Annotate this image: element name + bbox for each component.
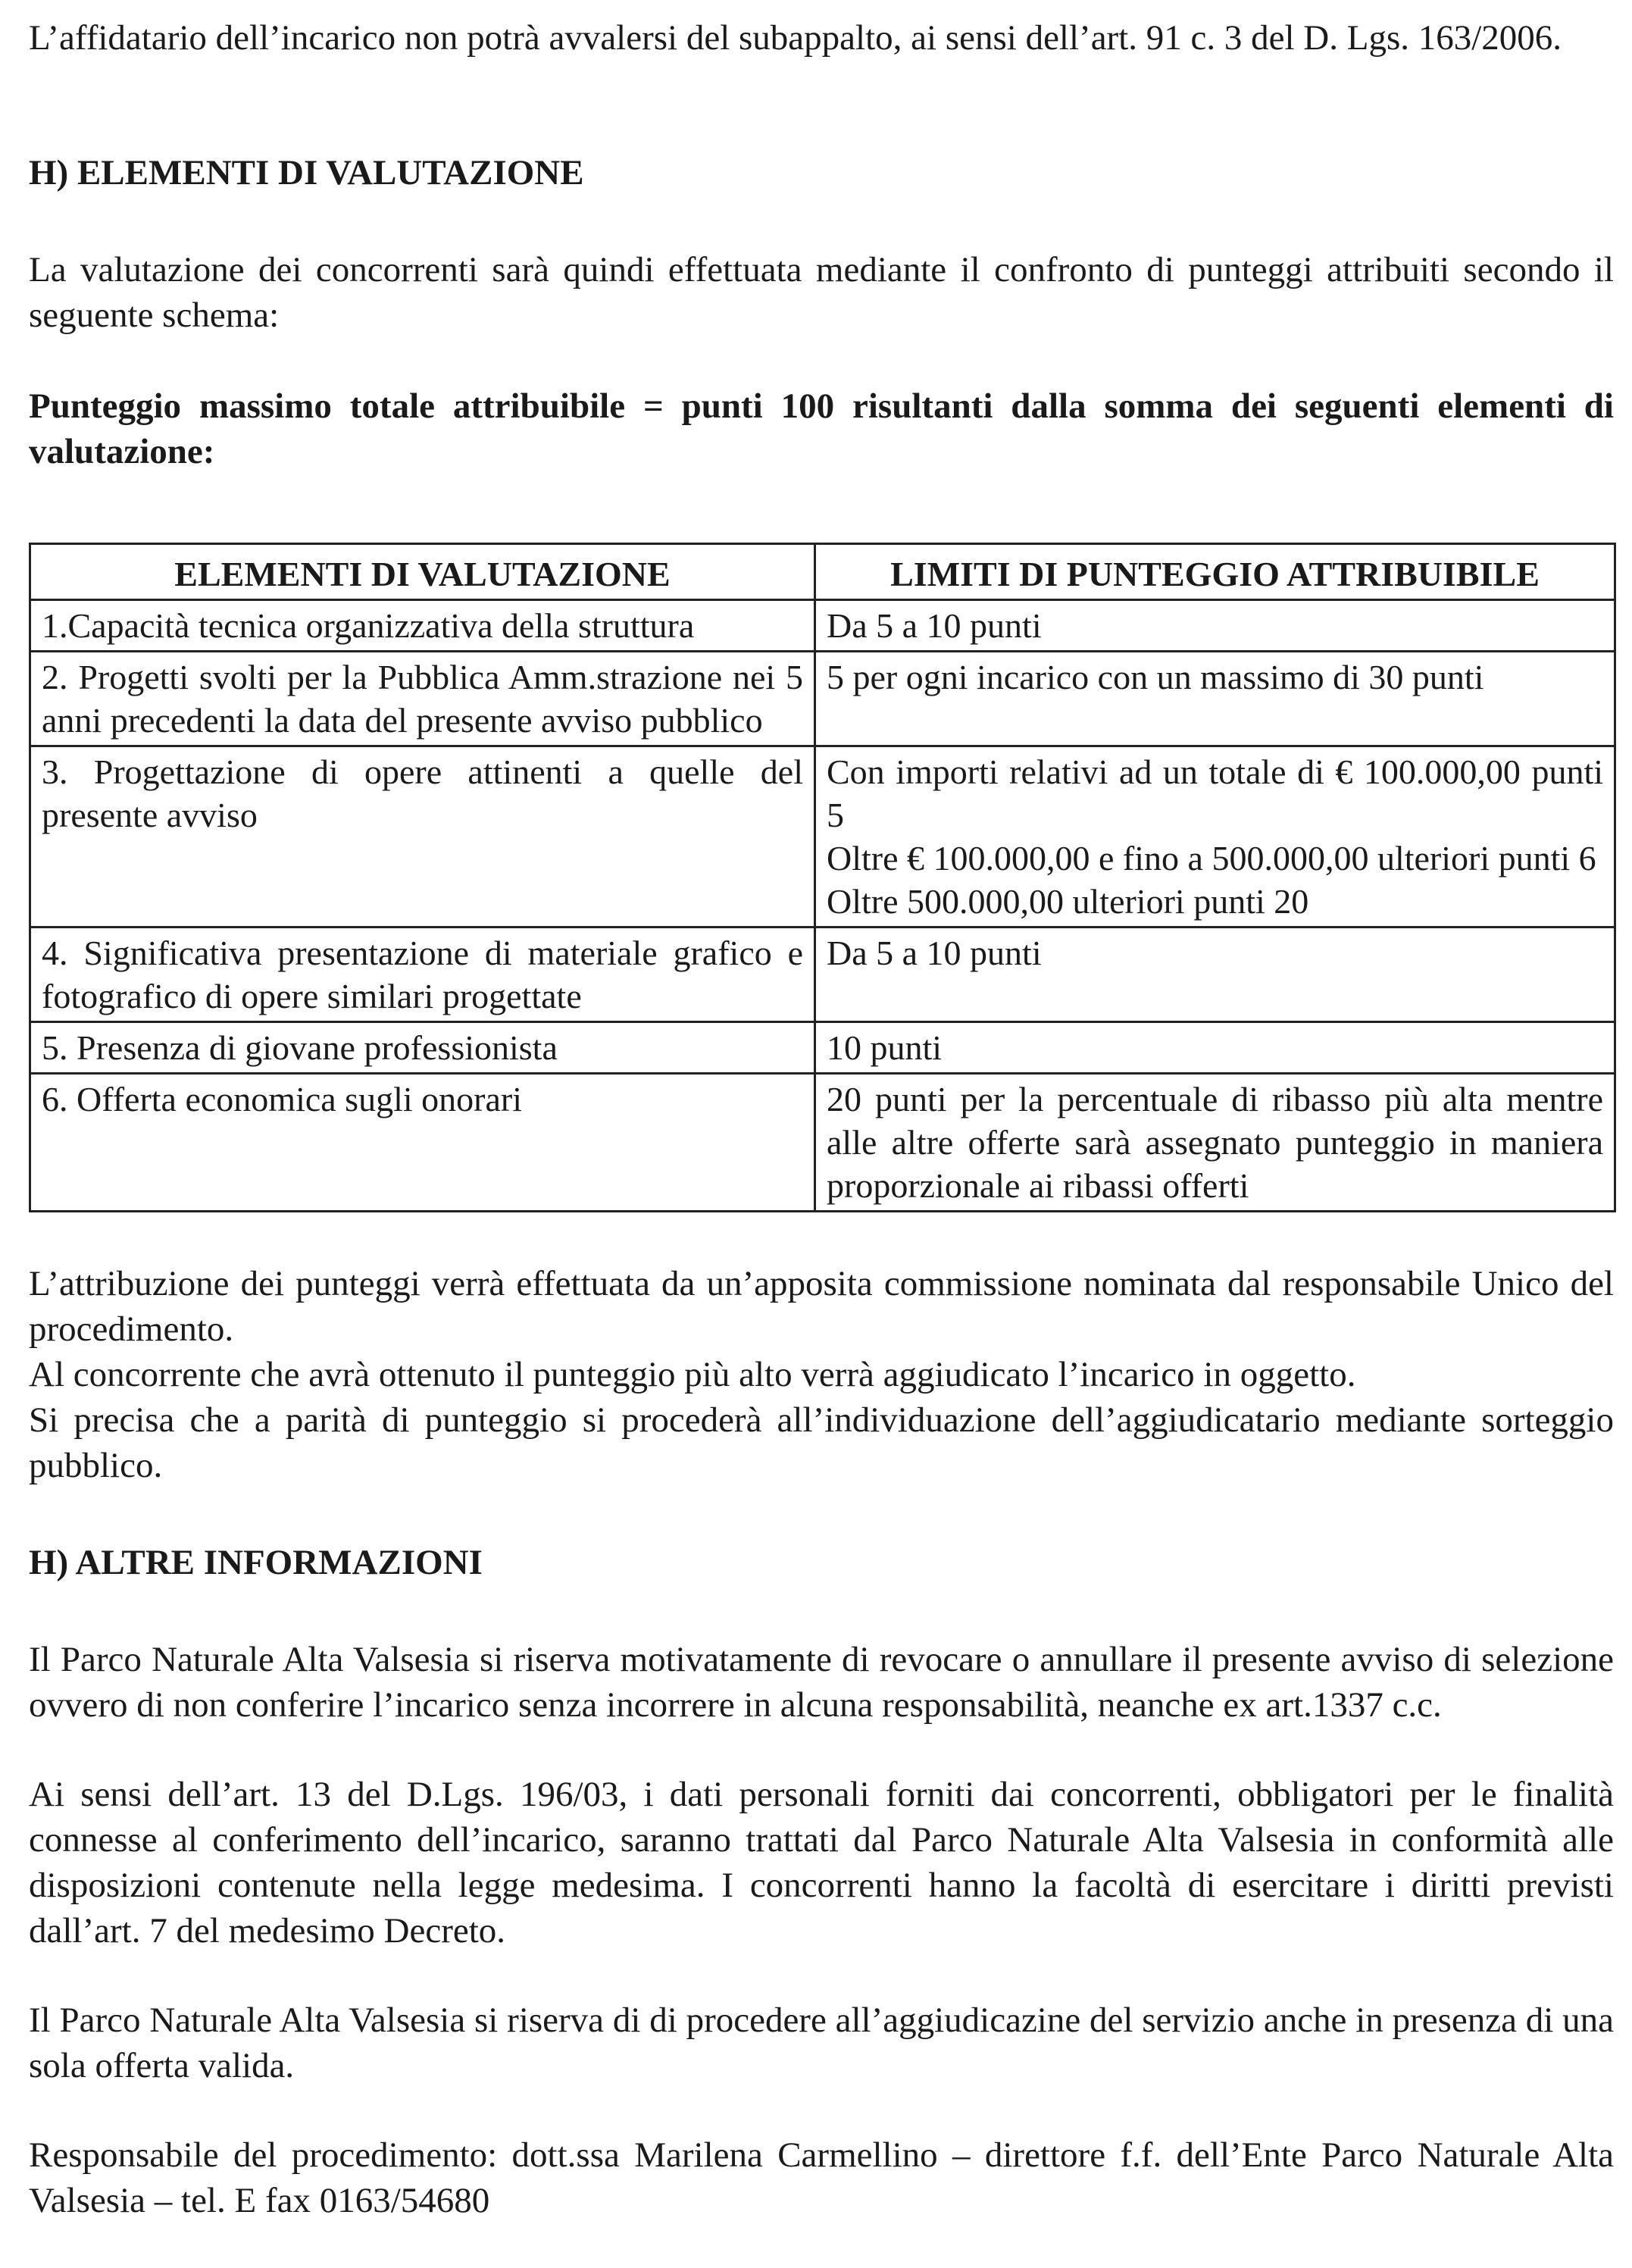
limit-line: Oltre € 100.000,00 e fino a 500.000,00 ulteriori punti 6: [827, 839, 1596, 877]
table-cell-element: 3. Progettazione di opere attinenti a quelle del presente avviso: [30, 746, 815, 928]
table-cell-limit: [815, 600, 1615, 652]
table-cell-limit: [815, 1074, 1615, 1212]
limit-line: 5 per ogni incarico con un massimo di 30 punti: [827, 658, 1484, 696]
limit-line: Oltre 500.000,00 ulteriori punti 20: [827, 882, 1309, 921]
table-row: [30, 746, 1615, 928]
limit-line: 20 punti per la percentuale di ribasso più alta mentre alle altre offerte sarà assegnato punteggio in maniera proporzionale ai ribassi offerti: [827, 1080, 1603, 1205]
table-header-limiti: LIMITI DI PUNTEGGIO ATTRIBUIBILE: [815, 544, 1615, 600]
table-cell-limit: [815, 746, 1615, 928]
table-row: [30, 652, 1615, 746]
table-cell-element: 5. Presenza di giovane professionista: [30, 1022, 815, 1074]
table-row: [30, 600, 1615, 652]
limit-line: Da 5 a 10 punti: [827, 606, 1042, 645]
table-cell-element: 2. Progetti svolti per la Pubblica Amm.strazione nei 5 anni precedenti la data del presente avviso pubblico: [30, 652, 815, 746]
revoca-paragraph: Il Parco Naturale Alta Valsesia si riserva motivatamente di revocare o annullare il presente avviso di selezione ovvero di non conferire l’incarico senza incorrere in alcuna responsabilità, neanche ex art.1337 c.c.: [29, 1640, 1614, 1725]
section-heading-elementi: H) ELEMENTI DI VALUTAZIONE: [29, 153, 584, 192]
section-altre-informazioni: [29, 1540, 1614, 2223]
section-heading-altre: H) ALTRE INFORMAZIONI: [29, 1543, 483, 1582]
table-header-row: [30, 544, 1615, 600]
document-page: [29, 15, 1614, 2223]
offerta-valida-paragraph: Il Parco Naturale Alta Valsesia si riserva di di procedere all’aggiudicazine del servizio anche in presenza di una sola offerta valida.: [29, 2001, 1614, 2085]
table-cell-limit: [815, 1022, 1615, 1074]
parita-paragraph: Si precisa che a parità di punteggio si procederà all’individuazione dell’aggiudicatario mediante sorteggio pubblico.: [29, 1400, 1614, 1485]
table-cell-limit: [815, 652, 1615, 746]
limit-line: 10 punti: [827, 1028, 943, 1067]
table-cell-limit: [815, 928, 1615, 1022]
attribuzione-paragraph: L’attribuzione dei punteggi verrà effettuata da un’apposita commissione nominata dal responsabile Unico del procedimento.: [29, 1264, 1614, 1349]
table-cell-element: 1.Capacità tecnica organizzativa della struttura: [30, 600, 815, 652]
section-elementi: [29, 150, 1614, 474]
after-table-block: [29, 1261, 1614, 1488]
valutazione-table: [29, 543, 1616, 1212]
valutazione-paragraph: La valutazione dei concorrenti sarà quindi effettuata mediante il confronto di punteggi attribuiti secondo il seguente schema:: [29, 250, 1614, 335]
table-header-elementi: ELEMENTI DI VALUTAZIONE: [30, 544, 815, 600]
limit-line: Con importi relativi ad un totale di € 100.000,00 punti 5: [827, 752, 1603, 834]
table-cell-element: 4. Significativa presentazione di materiale grafico e fotografico di opere similari progettate: [30, 928, 815, 1022]
responsabile-paragraph: Responsabile del procedimento: dott.ssa Marilena Carmellino – direttore f.f. dell’Ente Parco Naturale Alta Valsesia – tel. E fax 0163/54680: [29, 2135, 1614, 2220]
aggiudicazione-paragraph: Al concorrente che avrà ottenuto il punteggio più alto verrà aggiudicato l’incarico in oggetto.: [29, 1355, 1356, 1394]
limit-line: Da 5 a 10 punti: [827, 934, 1042, 972]
table-row: [30, 1074, 1615, 1212]
table-row: [30, 928, 1615, 1022]
intro-paragraph: L’affidatario dell’incarico non potrà avvalersi del subappalto, ai sensi dell’art. 91 c. 3 del D. Lgs. 163/2006.: [29, 18, 1562, 58]
punteggio-massimo-paragraph: Punteggio massimo totale attribuibile = punti 100 risultanti dalla somma dei seguenti elementi di valutazione:: [29, 386, 1614, 471]
table-row: [30, 1022, 1615, 1074]
table-cell-element: 6. Offerta economica sugli onorari: [30, 1074, 815, 1212]
privacy-paragraph: Ai sensi dell’art. 13 del D.Lgs. 196/03, i dati personali forniti dai concorrenti, obbligatori per le finalità connesse al conferimento dell’incarico, saranno trattati dal Parco Naturale Alta Valsesia in conformità alle disposizioni contenute nella legge medesima. I concorrenti hanno la facoltà di esercitare i diritti previsti dall’art. 7 del medesimo Decreto.: [29, 1775, 1614, 1950]
